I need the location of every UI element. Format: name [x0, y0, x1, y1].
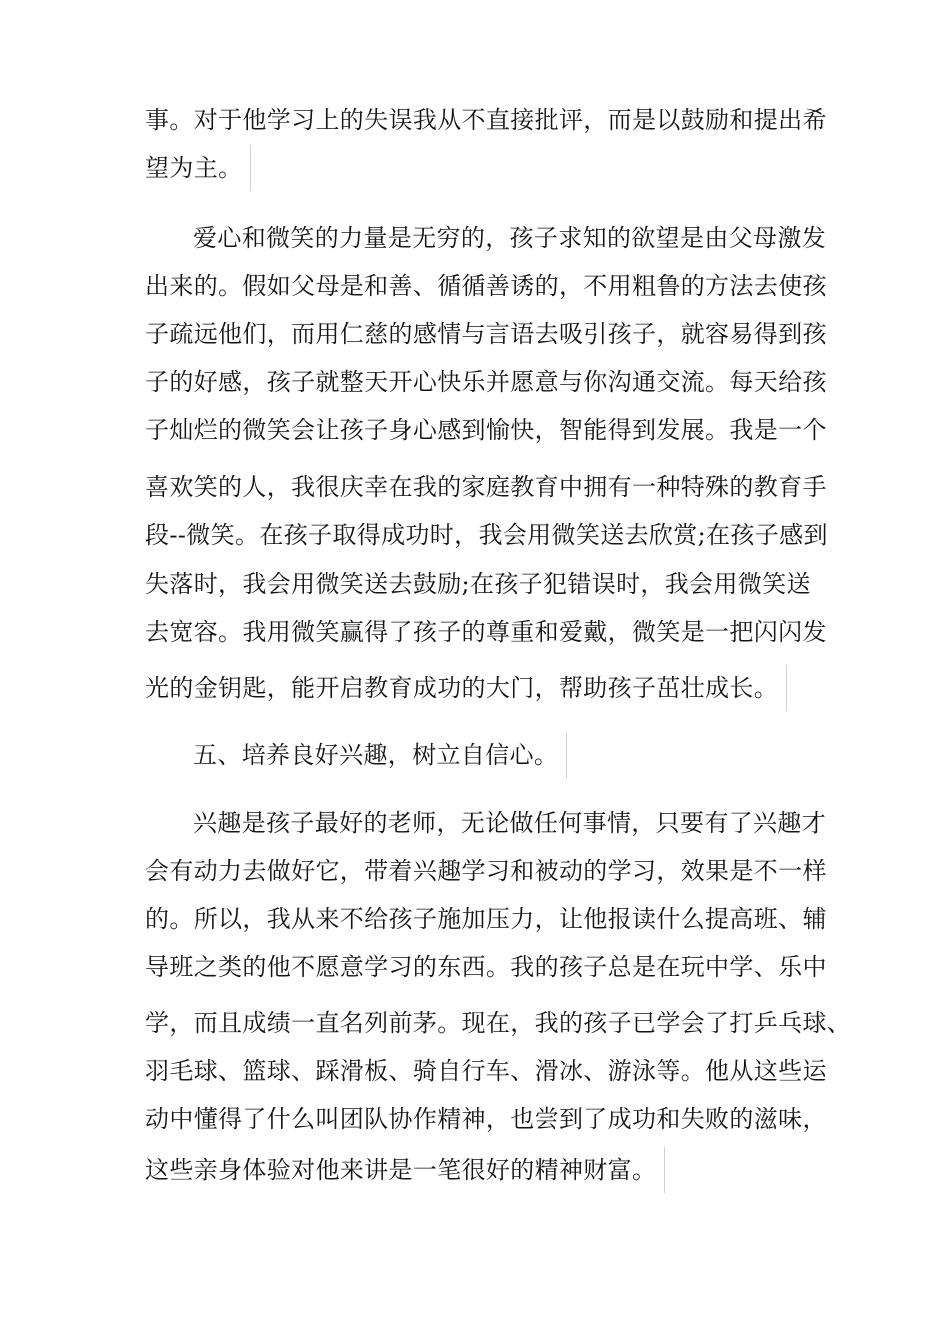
p4-line-8: 这些亲身体验对他来讲是一笔很好的精神财富。	[145, 1147, 665, 1193]
p2-line-10: 光的金钥匙，能开启教育成功的大门，帮助孩子茁壮成长。	[145, 665, 787, 711]
p2-line-8: 失落时，我会用微笑送去鼓励;在孩子犯错误时，我会用微笑送	[145, 570, 811, 598]
p4-line-4: 导班之类的他不愿意学习的东西。我的孩子总是在玩中学、乐中	[145, 953, 827, 981]
section-heading-five: 五、培养良好兴趣，树立自信心。	[193, 732, 567, 778]
p2-line-4: 子的好感，孩子就整天开心快乐并愿意与你沟通交流。每天给孩	[145, 368, 827, 396]
p2-line-9: 去宽容。我用微笑赢得了孩子的尊重和爱戴，微笑是一把闪闪发	[145, 618, 827, 646]
p2-line-5: 子灿烂的微笑会让孩子身心感到愉快，智能得到发展。我是一个	[145, 416, 827, 444]
p2-line-6: 喜欢笑的人，我很庆幸在我的家庭教育中拥有一种特殊的教育手	[145, 473, 827, 501]
p4-line-6: 羽毛球、篮球、踩滑板、骑自行车、滑冰、游泳等。他从这些运	[145, 1057, 827, 1085]
p4-line-7: 动中懂得了什么叫团队协作精神，也尝到了成功和失败的滋味，	[145, 1105, 827, 1133]
p4-line-1: 兴趣是孩子最好的老师，无论做任何事情，只要有了兴趣才	[193, 809, 827, 837]
p4-line-2: 会有动力去做好它，带着兴趣学习和被动的学习，效果是不一样	[145, 857, 827, 885]
p1-line-1: 事。对于他学习上的失误我从不直接批评，而是以鼓励和提出希	[145, 106, 827, 134]
p4-line-5: 学，而且成绩一直名列前茅。现在，我的孩子已学会了打乒乓球、	[145, 1009, 852, 1037]
p1-line-2: 望为主。	[145, 145, 251, 191]
p2-line-3: 子疏远他们，而用仁慈的感情与言语去吸引孩子，就容易得到孩	[145, 320, 827, 348]
p2-line-7: 段--微笑。在孩子取得成功时，我会用微笑送去欣赏;在孩子感到	[145, 521, 828, 549]
p2-line-2: 出来的。假如父母是和善、循循善诱的，不用粗鲁的方法去使孩	[145, 272, 827, 300]
p2-line-1: 爱心和微笑的力量是无穷的，孩子求知的欲望是由父母激发	[193, 224, 827, 252]
p4-line-3: 的。所以，我从来不给孩子施加压力，让他报读什么提高班、辅	[145, 905, 827, 933]
